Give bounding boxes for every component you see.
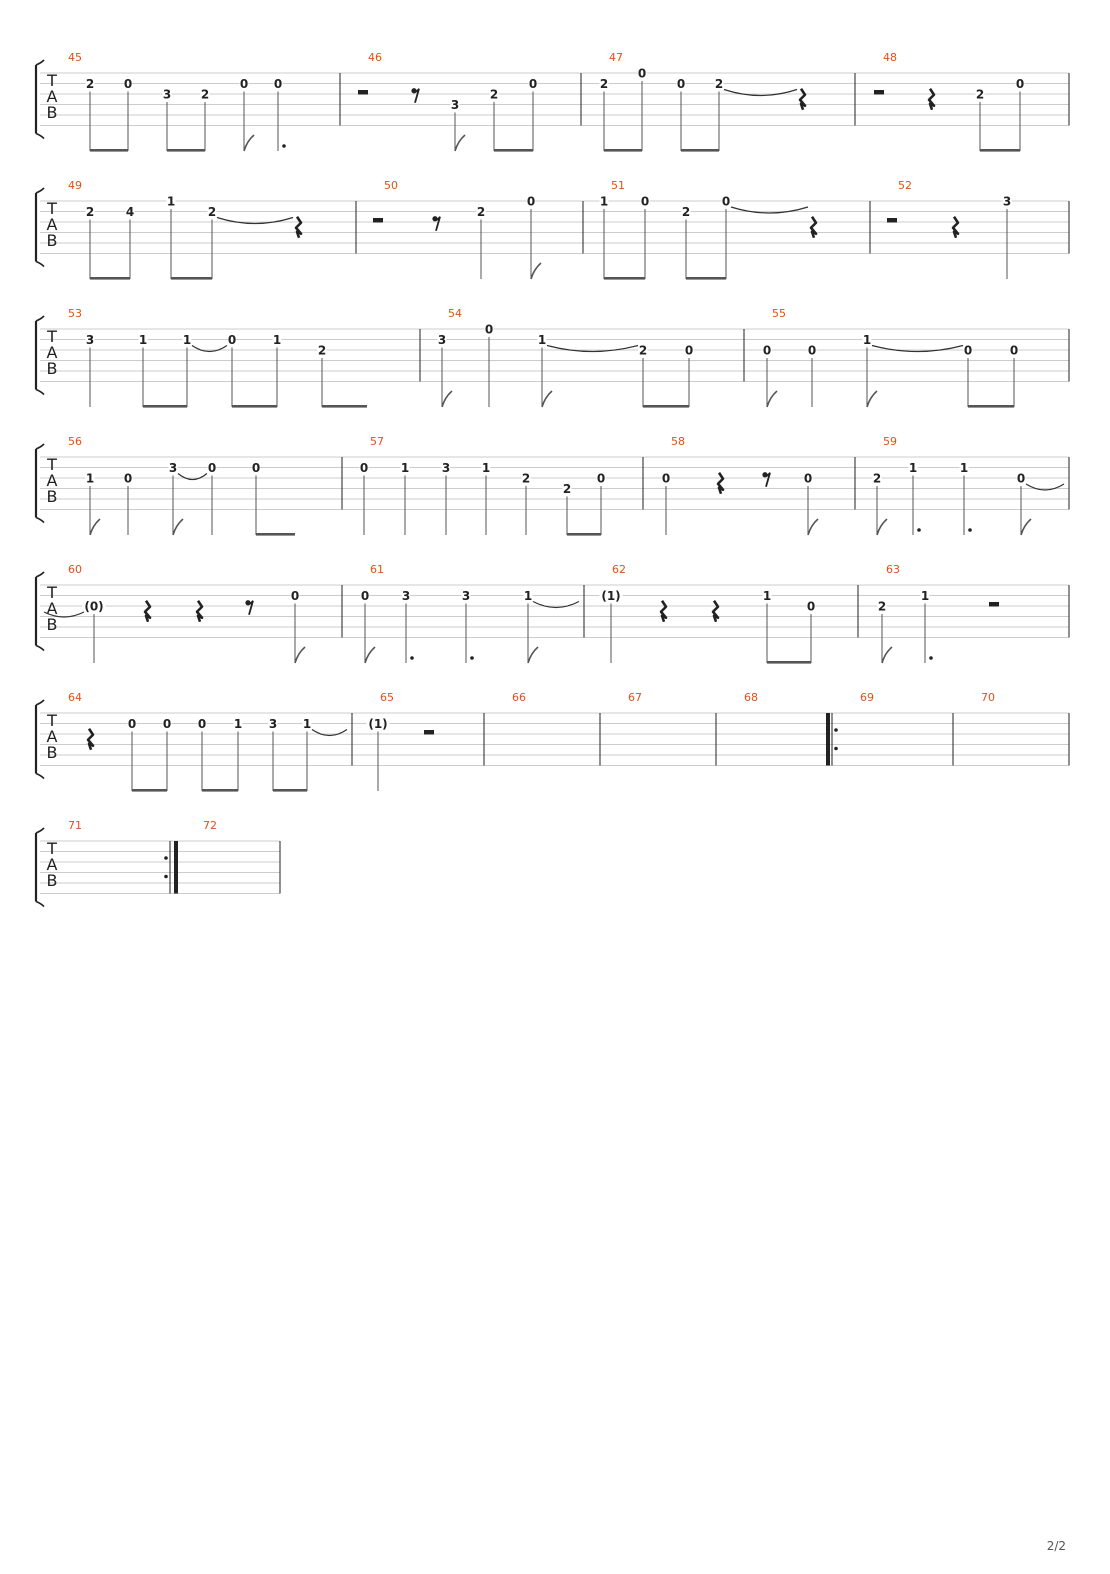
repeat-thick-line <box>826 713 830 766</box>
fret-number: 3 <box>437 333 447 347</box>
fret-number: 0 <box>526 194 536 209</box>
fret-number: 0 <box>239 77 249 91</box>
measure-number: 64 <box>68 691 82 704</box>
beam <box>90 277 130 280</box>
fret-number: 2 <box>877 599 887 614</box>
measure <box>874 51 1025 152</box>
tab-system <box>36 691 1069 792</box>
note-flag <box>882 647 892 663</box>
bracket-curl-top <box>36 572 44 577</box>
fret-number: 3 <box>85 333 95 347</box>
fret-number: (1) <box>368 717 388 731</box>
quarter-rest <box>800 89 805 110</box>
quarter-rest <box>145 601 150 622</box>
tab-system <box>36 435 1069 536</box>
duration-dot <box>282 144 286 148</box>
note-flag <box>528 647 538 663</box>
tie-arc <box>547 346 638 352</box>
fret-number: 1 <box>920 589 930 603</box>
half-rest <box>424 730 434 735</box>
fret-number: 4 <box>125 205 135 219</box>
measure-number: 53 <box>68 307 82 320</box>
half-rest <box>373 218 383 223</box>
duration-dot <box>917 528 921 532</box>
fret-number: 1 <box>182 333 192 347</box>
bracket-curl-top <box>36 828 44 833</box>
beam <box>767 661 811 664</box>
measure-number: 69 <box>860 691 874 704</box>
tab-system <box>36 307 1069 408</box>
bracket-curl-bottom <box>36 902 44 907</box>
measure <box>600 51 806 152</box>
measure-number: 66 <box>512 691 526 704</box>
quarter-rest <box>929 89 934 110</box>
fret-number: 3 <box>268 717 278 731</box>
fret-number: (1) <box>601 589 621 603</box>
measure <box>981 691 995 704</box>
fret-number: 0 <box>803 471 813 486</box>
bracket-curl-bottom <box>36 518 44 523</box>
measure <box>68 179 301 280</box>
fret-number: 0 <box>528 77 538 91</box>
measure <box>744 691 758 704</box>
measure <box>873 435 1065 535</box>
measure-number: 68 <box>744 691 758 704</box>
quarter-rest <box>296 217 301 238</box>
fret-number: 0 <box>806 599 816 614</box>
note-flag <box>173 519 183 535</box>
duration-dot <box>929 656 933 660</box>
note-flag <box>877 519 887 535</box>
beam <box>167 149 205 152</box>
fret-number: 1 <box>523 589 533 603</box>
tab-clef-a: A <box>46 215 58 234</box>
bracket-curl-bottom <box>36 262 44 267</box>
tie-arc <box>731 207 808 213</box>
note-flag <box>1021 519 1031 535</box>
tab-clef-t: T <box>47 711 57 730</box>
measure-number: 61 <box>370 563 384 576</box>
beam <box>132 789 167 792</box>
beam <box>90 149 128 152</box>
tab-clef-t: T <box>47 327 57 346</box>
fret-number: 3 <box>1002 194 1012 209</box>
measure <box>628 691 642 704</box>
tie-arc <box>872 346 963 352</box>
tab-clef-b: B <box>46 103 58 122</box>
beam <box>171 277 212 280</box>
measure <box>512 691 526 704</box>
fret-number: 0 <box>661 471 671 486</box>
bracket-curl-bottom <box>36 390 44 395</box>
measure-number: 49 <box>68 179 82 192</box>
fret-number: 2 <box>200 87 210 102</box>
tab-clef-b: B <box>46 231 58 250</box>
note-flag <box>442 391 452 407</box>
tab-clef-a: A <box>46 343 58 362</box>
tab-system <box>36 51 1069 152</box>
page-number: 2/2 <box>1046 1539 1066 1553</box>
measure-number: 48 <box>883 51 897 64</box>
quarter-rest <box>953 217 958 238</box>
fret-number: 2 <box>599 77 609 91</box>
fret-number: 0 <box>290 589 300 603</box>
beam <box>256 533 295 536</box>
tab-clef-b: B <box>46 871 58 890</box>
fret-number: 0 <box>123 77 133 91</box>
measure <box>68 819 82 832</box>
fret-number: 1 <box>537 333 547 347</box>
tab-clef-b: B <box>46 615 58 634</box>
quarter-rest <box>88 729 93 750</box>
measure <box>68 51 286 152</box>
tie-arc <box>533 602 579 608</box>
measure-number: 62 <box>612 563 626 576</box>
measure-number: 67 <box>628 691 642 704</box>
bracket-curl-bottom <box>36 134 44 139</box>
fret-number: 2 <box>317 343 327 358</box>
fret-number: 1 <box>762 589 772 603</box>
fret-number: 1 <box>138 333 148 347</box>
measure-number: 46 <box>368 51 382 64</box>
note-flag <box>455 135 465 151</box>
note-flag <box>90 519 100 535</box>
tab-clef-t: T <box>47 583 57 602</box>
measure <box>360 435 606 536</box>
tab-clef-t: T <box>47 839 57 858</box>
fret-number: 0 <box>484 322 494 337</box>
measure-number: 59 <box>883 435 897 448</box>
measure-number: 45 <box>68 51 82 64</box>
repeat-dot <box>834 728 838 732</box>
fret-number: 0 <box>1009 343 1019 358</box>
fret-number: 0 <box>596 471 606 486</box>
fret-number: 0 <box>273 77 283 91</box>
tab-clef-a: A <box>46 727 58 746</box>
bracket-curl-top <box>36 444 44 449</box>
fret-number: 0 <box>251 461 261 475</box>
measure <box>361 563 580 663</box>
bracket-curl-top <box>36 700 44 705</box>
beam <box>604 149 642 152</box>
measure <box>203 819 217 832</box>
repeat-dot <box>164 856 168 860</box>
fret-number: 3 <box>162 87 172 102</box>
fret-number: 1 <box>959 461 969 475</box>
quarter-rest <box>811 217 816 238</box>
fret-number: 2 <box>714 77 724 91</box>
measure-number: 54 <box>448 307 462 320</box>
beam <box>681 149 719 152</box>
measure <box>600 179 817 280</box>
measure-number: 55 <box>772 307 786 320</box>
fret-number: 3 <box>450 98 460 112</box>
half-rest <box>874 90 884 95</box>
measure-number: 52 <box>898 179 912 192</box>
beam <box>567 533 601 536</box>
beam <box>202 789 238 792</box>
repeat-dot <box>834 747 838 751</box>
fret-number: 0 <box>637 66 647 81</box>
note-flag <box>808 519 818 535</box>
tie-arc <box>192 346 227 352</box>
bracket-curl-top <box>36 316 44 321</box>
fret-number: 0 <box>162 717 172 731</box>
fret-number: 2 <box>85 77 95 91</box>
fret-number: 2 <box>681 205 691 219</box>
beam <box>980 149 1020 152</box>
fret-number: 1 <box>272 333 282 347</box>
tie-arc <box>217 218 293 224</box>
fret-number: 1 <box>85 471 95 486</box>
bracket-curl-top <box>36 60 44 65</box>
repeat-start <box>826 713 838 766</box>
fret-number: 0 <box>684 343 694 358</box>
measure-number: 70 <box>981 691 995 704</box>
measure <box>438 307 694 408</box>
fret-number: 0 <box>1016 471 1026 486</box>
measure-number: 72 <box>203 819 217 832</box>
measure <box>358 51 538 152</box>
repeat-dot <box>164 875 168 879</box>
tab-clef-t: T <box>47 71 57 90</box>
note-flag <box>767 391 777 407</box>
measure-number: 71 <box>68 819 82 832</box>
tab-system <box>36 819 280 907</box>
measure <box>367 691 435 791</box>
fret-number: 0 <box>127 717 137 731</box>
tab-system <box>36 179 1069 280</box>
beam <box>604 277 645 280</box>
fret-number: (0) <box>84 599 104 614</box>
fret-number: 0 <box>359 461 369 475</box>
fret-number: 2 <box>476 205 486 219</box>
quarter-rest <box>661 601 666 622</box>
note-flag <box>867 391 877 407</box>
measure <box>662 435 819 535</box>
measure <box>887 179 1012 279</box>
measure-number: 57 <box>370 435 384 448</box>
fret-number: 1 <box>481 461 491 475</box>
note-flag <box>531 263 541 279</box>
quarter-rest <box>713 601 718 622</box>
measure-number: 60 <box>68 563 82 576</box>
measure <box>68 307 367 408</box>
tab-clef-t: T <box>47 199 57 218</box>
tie-arc <box>724 90 797 96</box>
fret-number: 0 <box>207 461 217 475</box>
fret-number: 0 <box>197 717 207 731</box>
measure <box>878 563 1000 663</box>
duration-dot <box>470 656 474 660</box>
measure-number: 50 <box>384 179 398 192</box>
fret-number: 0 <box>123 471 133 486</box>
fret-number: 1 <box>233 717 243 731</box>
fret-number: 0 <box>762 343 772 358</box>
beam <box>643 405 689 408</box>
fret-number: 3 <box>441 461 451 475</box>
beam <box>232 405 277 408</box>
fret-number: 1 <box>908 461 918 475</box>
fret-number: 3 <box>401 589 411 603</box>
measure <box>68 435 295 536</box>
measure-number: 51 <box>611 179 625 192</box>
tab-system <box>36 563 1069 664</box>
measure-number: 47 <box>609 51 623 64</box>
note-flag <box>295 647 305 663</box>
beam <box>494 149 533 152</box>
fret-number: 2 <box>85 205 95 219</box>
tab-clef-a: A <box>46 855 58 874</box>
fret-number: 1 <box>166 194 176 209</box>
duration-dot <box>968 528 972 532</box>
fret-number: 3 <box>461 589 471 603</box>
note-flag <box>542 391 552 407</box>
tab-clef-a: A <box>46 599 58 618</box>
quarter-rest <box>197 601 202 622</box>
half-rest <box>989 602 999 607</box>
fret-number: 3 <box>168 461 178 475</box>
tab-clef-b: B <box>46 487 58 506</box>
fret-number: 0 <box>963 343 973 358</box>
tab-clef-a: A <box>46 471 58 490</box>
beam <box>143 405 187 408</box>
measure <box>68 563 305 663</box>
bracket-curl-bottom <box>36 774 44 779</box>
measure <box>68 691 347 792</box>
tie-arc <box>312 730 347 736</box>
bracket-curl-bottom <box>36 646 44 651</box>
note-flag <box>244 135 254 151</box>
beam <box>273 789 307 792</box>
fret-number: 1 <box>862 333 872 347</box>
fret-number: 2 <box>207 205 217 219</box>
fret-number: 2 <box>489 87 499 102</box>
note-flag <box>365 647 375 663</box>
half-rest <box>358 90 368 95</box>
tab-clef-b: B <box>46 743 58 762</box>
fret-number: 0 <box>1015 77 1025 91</box>
half-rest <box>887 218 897 223</box>
fret-number: 2 <box>521 471 531 486</box>
fret-number: 2 <box>872 471 882 486</box>
beam <box>686 277 726 280</box>
quarter-rest <box>718 473 723 494</box>
beam <box>322 405 367 408</box>
measure-number: 58 <box>671 435 685 448</box>
tie-arc <box>1026 484 1064 490</box>
measure <box>600 563 816 664</box>
fret-number: 2 <box>638 343 648 358</box>
measure <box>373 179 541 279</box>
tab-clef-t: T <box>47 455 57 474</box>
duration-dot <box>410 656 414 660</box>
measure-number: 63 <box>886 563 900 576</box>
measure-number: 56 <box>68 435 82 448</box>
fret-number: 0 <box>807 343 817 358</box>
bracket-curl-top <box>36 188 44 193</box>
repeat-thick-line <box>174 841 178 894</box>
measure <box>763 307 1019 408</box>
tab-clef-a: A <box>46 87 58 106</box>
tie-arc <box>178 474 207 480</box>
fret-number: 1 <box>599 194 609 209</box>
measure <box>860 691 874 704</box>
fret-number: 1 <box>400 461 410 475</box>
fret-number: 2 <box>975 87 985 102</box>
fret-number: 1 <box>302 717 312 731</box>
fret-number: 0 <box>227 333 237 347</box>
fret-number: 2 <box>562 482 572 496</box>
measure-number: 65 <box>380 691 394 704</box>
repeat-end <box>164 841 178 894</box>
fret-number: 0 <box>640 194 650 209</box>
beam <box>968 405 1014 408</box>
fret-number: 0 <box>721 194 731 209</box>
fret-number: 0 <box>360 589 370 603</box>
tab-clef-b: B <box>46 359 58 378</box>
fret-number: 0 <box>676 77 686 91</box>
